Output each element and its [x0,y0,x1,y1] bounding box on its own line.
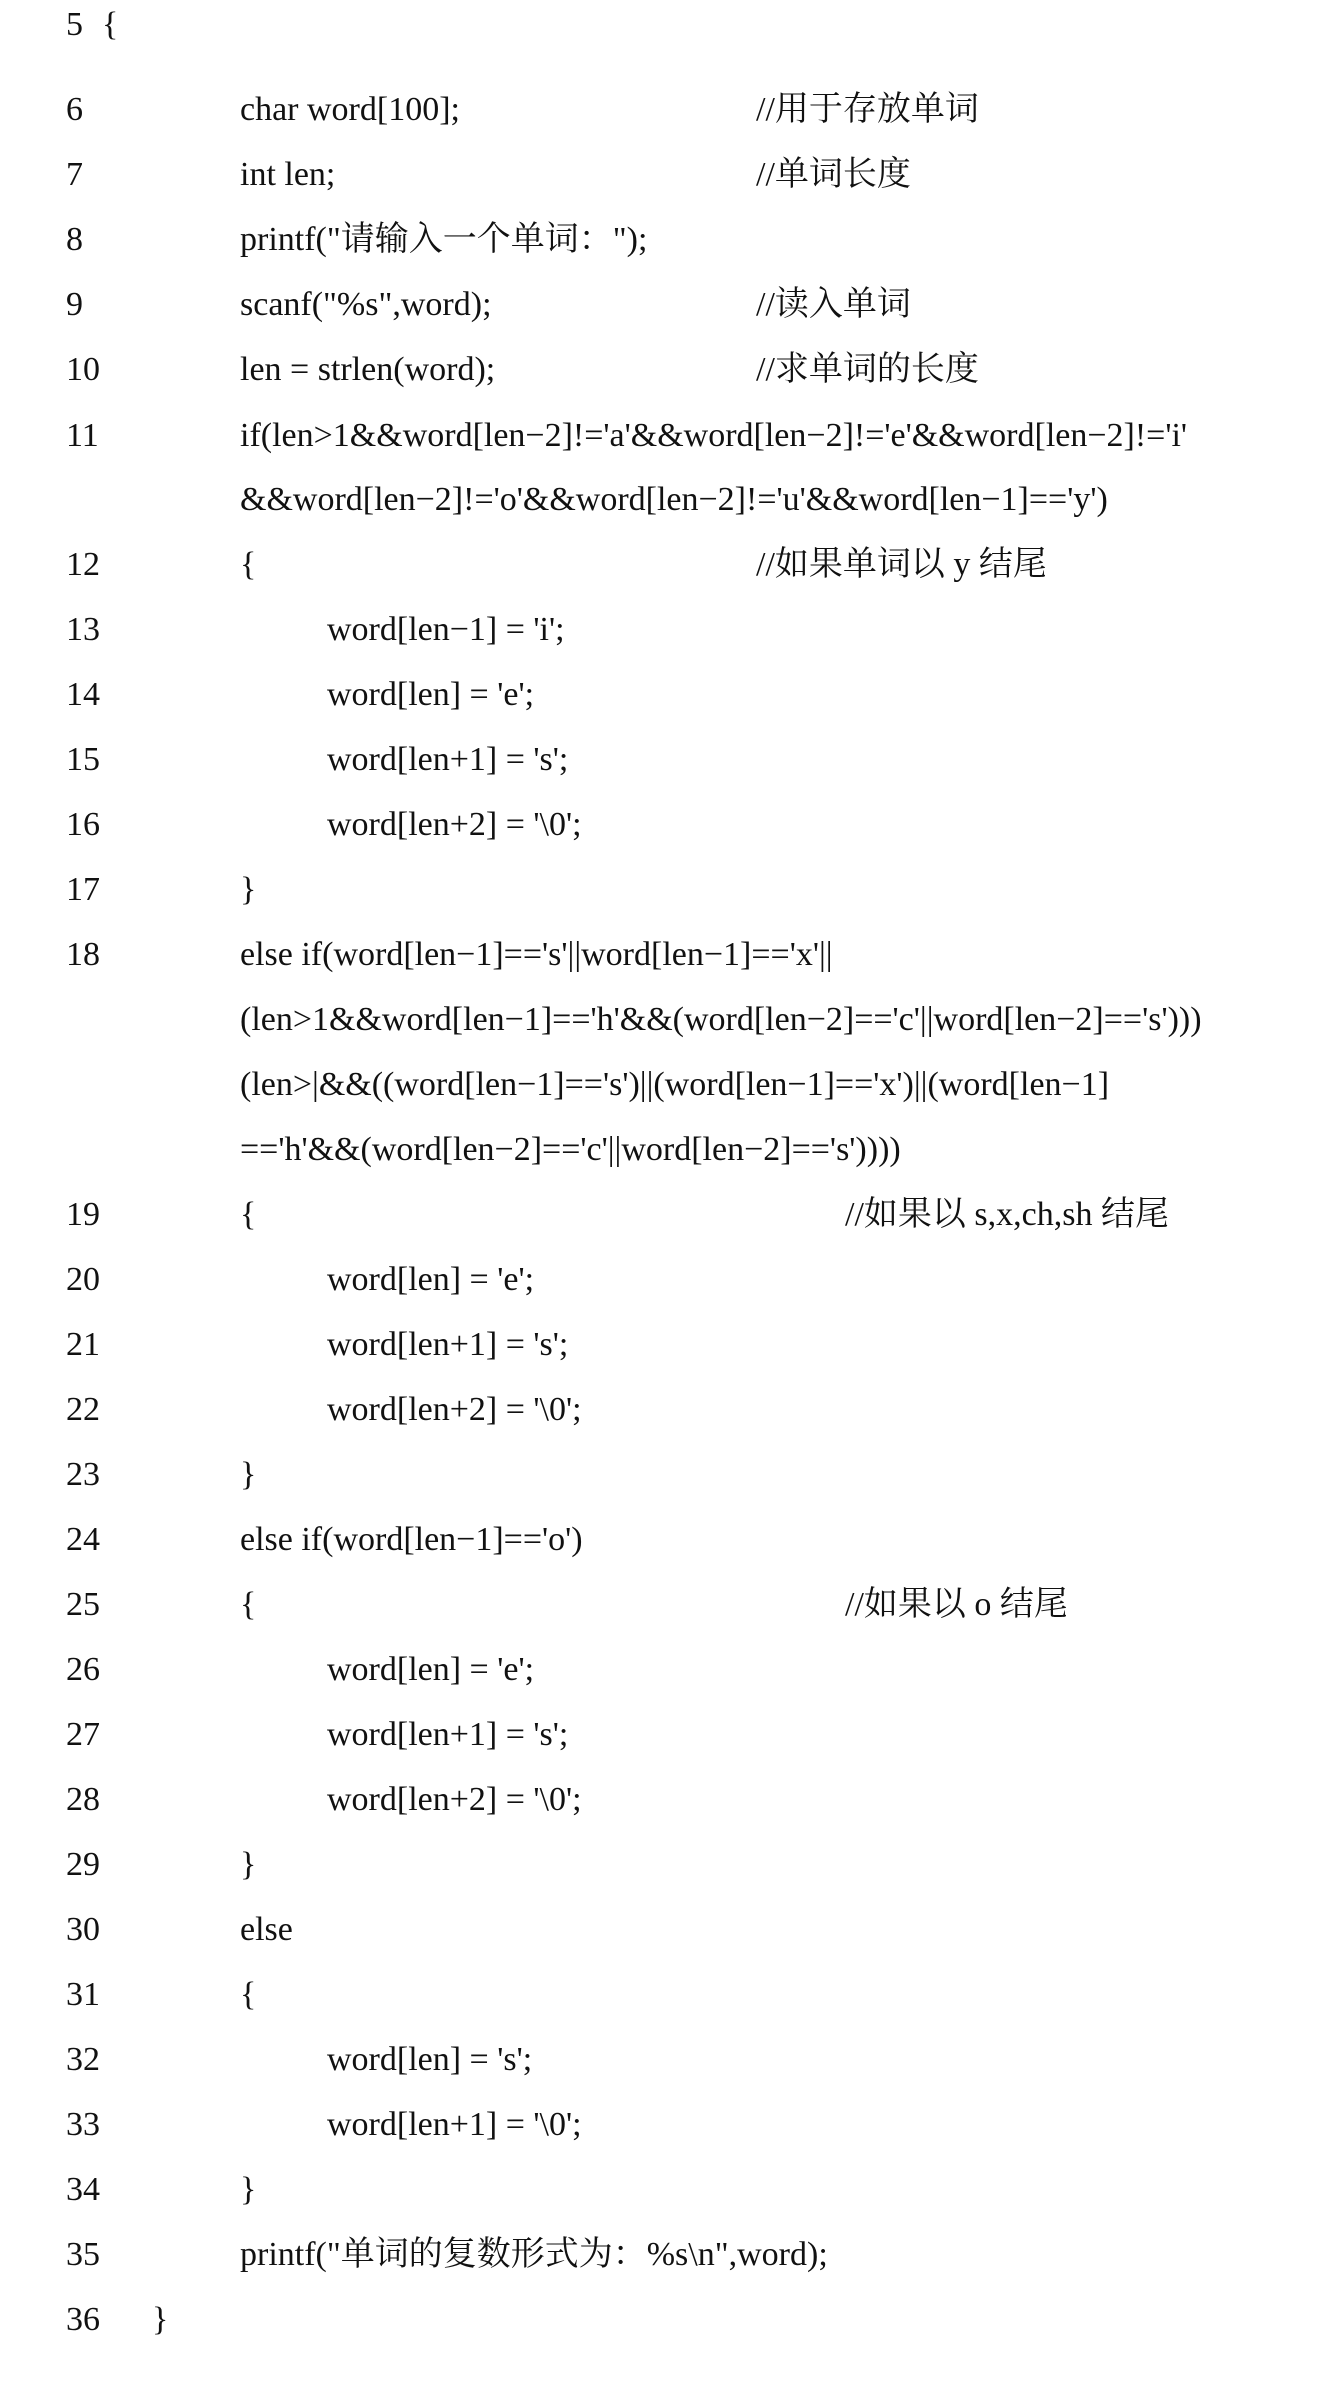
code-text: { [240,1196,257,1233]
code-line [0,663,1320,727]
code-text: word[len+1] = 's'; [327,1326,569,1363]
code-text: word[len] = 'e'; [327,1261,535,1298]
code-text: word[len+1] = 's'; [327,741,569,778]
line-number: 5 [66,6,83,43]
code-text: } [152,2301,169,2338]
line-number: 7 [66,156,83,193]
code-line [0,1898,1320,1962]
code-line [0,1378,1320,1442]
code-line [0,1768,1320,1832]
line-number: 19 [66,1196,100,1233]
code-text: word[len] = 's'; [327,2041,533,2078]
code-line [0,78,1320,142]
line-number: 14 [66,676,100,713]
code-line [0,2158,1320,2222]
code-text: printf("请输入一个单词："); [240,221,648,258]
code-line [0,2223,1320,2287]
code-line [0,273,1320,337]
code-line [0,598,1320,662]
code-text: { [240,1586,257,1623]
line-number: 21 [66,1326,100,1363]
code-line [0,1963,1320,2027]
code-text: char word[100]; [240,91,460,128]
line-number: 24 [66,1521,100,1558]
line-number: 18 [66,936,100,973]
line-number: 8 [66,221,83,258]
code-text: } [240,2171,257,2208]
code-text: =='h'&&(word[len−2]=='c'||word[len−2]=='s')))) [240,1131,901,1168]
code-text: word[len+2] = '\0'; [327,806,582,843]
line-number: 33 [66,2106,100,2143]
code-comment: //用于存放单词 [756,91,979,128]
line-number: 34 [66,2171,100,2208]
code-line [0,793,1320,857]
code-text: { [102,6,119,43]
line-number: 22 [66,1391,100,1428]
code-line [0,728,1320,792]
line-number: 10 [66,351,100,388]
code-line [0,404,1320,468]
code-line [0,2093,1320,2157]
code-comment: //如果单词以 y 结尾 [756,546,1047,583]
code-line [0,1638,1320,1702]
code-text: &&word[len−2]!='o'&&word[len−2]!='u'&&word[len−1]=='y') [240,481,1108,518]
line-number: 20 [66,1261,100,1298]
code-text: scanf("%s",word); [240,286,492,323]
code-line [0,988,1320,1052]
code-text: { [240,546,257,583]
code-text: else if(word[len−1]=='o') [240,1521,583,1558]
code-line [0,468,1320,532]
line-number: 9 [66,286,83,323]
line-number: 28 [66,1781,100,1818]
code-text: int len; [240,156,336,193]
code-line [0,1833,1320,1897]
code-line [0,1248,1320,1312]
code-line [0,1703,1320,1767]
line-number: 31 [66,1976,100,2013]
code-line [0,923,1320,987]
line-number: 29 [66,1846,100,1883]
line-number: 12 [66,546,100,583]
code-line [0,1313,1320,1377]
code-line [0,1053,1320,1117]
code-line [0,533,1320,597]
code-line [0,2288,1320,2352]
line-number: 35 [66,2236,100,2273]
code-line [0,338,1320,402]
code-line [0,208,1320,272]
line-number: 17 [66,871,100,908]
code-line [0,1183,1320,1247]
code-text: printf("单词的复数形式为：%s\n",word); [240,2236,828,2273]
code-text: } [240,1456,257,1493]
code-text: else [240,1911,293,1948]
code-comment: //求单词的长度 [756,351,979,388]
line-number: 30 [66,1911,100,1948]
code-line [0,1443,1320,1507]
line-number: 11 [66,417,99,454]
code-text: word[len] = 'e'; [327,1651,535,1688]
code-line [0,1508,1320,1572]
line-number: 15 [66,741,100,778]
code-text: if(len>1&&word[len−2]!='a'&&word[len−2]!='e'&&word[len−2]!='i' [240,417,1188,454]
code-text: len = strlen(word); [240,351,496,388]
code-line [0,1573,1320,1637]
line-number: 13 [66,611,100,648]
line-number: 27 [66,1716,100,1753]
code-text: else if(word[len−1]=='s'||word[len−1]=='x'|| [240,936,833,973]
code-text: (len>1&&word[len−1]=='h'&&(word[len−2]=='c'||word[len−2]=='s'))) [240,1001,1202,1038]
code-text: { [240,1976,257,2013]
code-text: } [240,1846,257,1883]
code-text: word[len+1] = 's'; [327,1716,569,1753]
code-comment: //单词长度 [756,156,911,193]
line-number: 23 [66,1456,100,1493]
code-line [0,0,1320,57]
line-number: 6 [66,91,83,128]
code-text: word[len] = 'e'; [327,676,535,713]
code-line [0,1118,1320,1182]
line-number: 26 [66,1651,100,1688]
code-comment: //如果以 o 结尾 [845,1586,1068,1623]
code-line [0,143,1320,207]
line-number: 16 [66,806,100,843]
code-line [0,858,1320,922]
code-text: (len>|&&((word[len−1]=='s')||(word[len−1]=='x')||(word[len−1] [240,1066,1110,1103]
line-number: 32 [66,2041,100,2078]
code-text: word[len+2] = '\0'; [327,1781,582,1818]
code-text: word[len+1] = '\0'; [327,2106,582,2143]
code-line [0,2028,1320,2092]
code-comment: //读入单词 [756,286,911,323]
code-text: } [240,871,257,908]
line-number: 25 [66,1586,100,1623]
code-text: word[len+2] = '\0'; [327,1391,582,1428]
code-text: word[len−1] = 'i'; [327,611,565,648]
line-number: 36 [66,2301,100,2338]
code-comment: //如果以 s,x,ch,sh 结尾 [845,1196,1169,1233]
